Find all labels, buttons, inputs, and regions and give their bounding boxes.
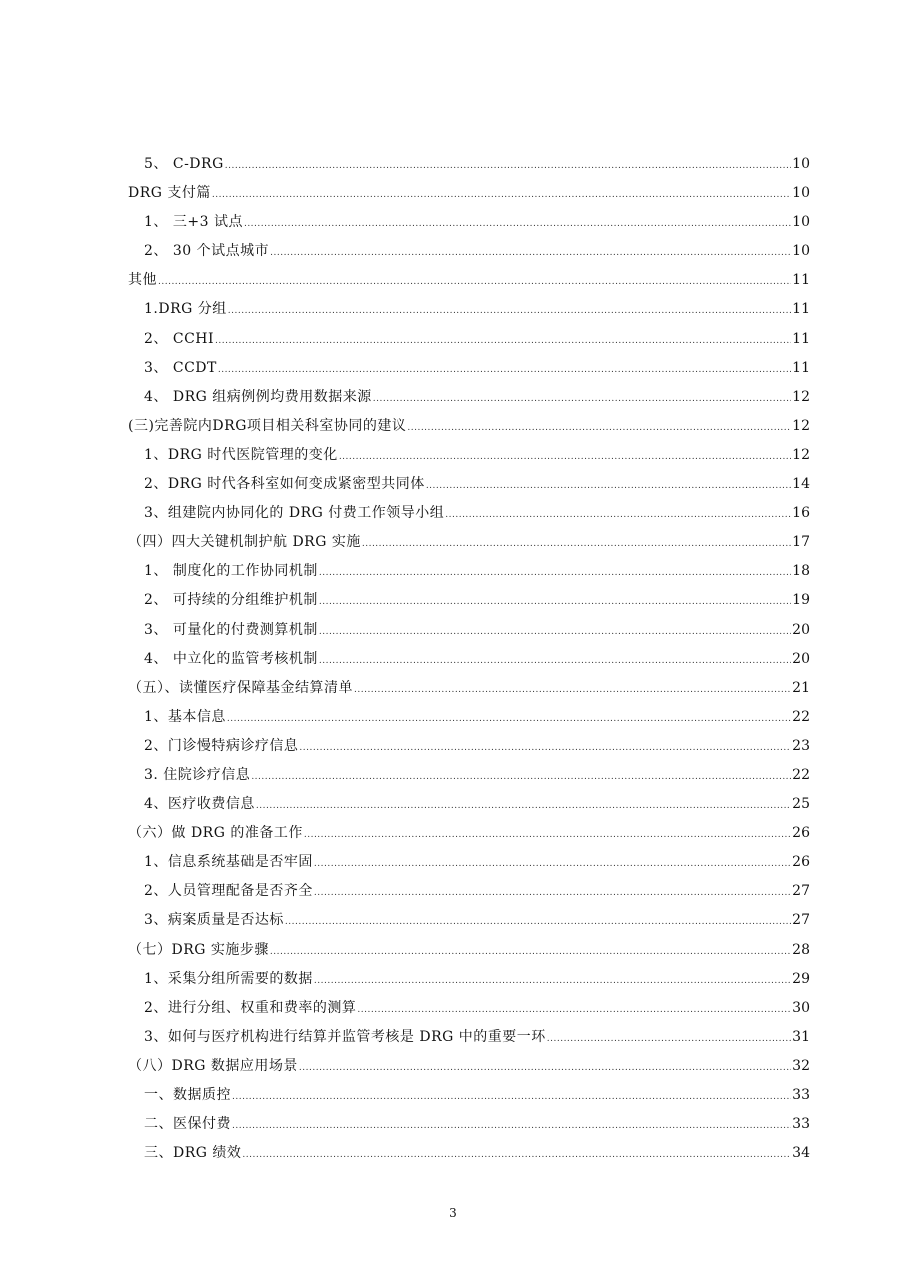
- toc-entry[interactable]: [128, 1081, 810, 1110]
- toc-entry[interactable]: [128, 674, 810, 703]
- toc-entry-label: 4、医疗收费信息: [144, 796, 255, 813]
- toc-entry-label: 1、采集分组所需要的数据: [144, 970, 313, 987]
- toc-entry-label: （六）做 DRG 的准备工作: [128, 825, 303, 842]
- toc-entry[interactable]: [128, 906, 810, 935]
- toc-entry-page: 26: [792, 854, 810, 871]
- toc-entry-label: (三)完善院内DRG项目相关科室协同的建议: [128, 417, 407, 434]
- dot-leader: [314, 967, 791, 996]
- toc-entry-label: 其他: [128, 272, 157, 289]
- toc-entry[interactable]: [128, 208, 810, 237]
- toc-entry[interactable]: [128, 1139, 810, 1168]
- toc-entry-label: 二、医保付费: [144, 1116, 231, 1133]
- toc-entry[interactable]: [128, 557, 810, 586]
- toc-entry[interactable]: [128, 790, 810, 819]
- toc-entry-page: 25: [792, 796, 810, 813]
- toc-entry-page: 17: [792, 534, 810, 551]
- dot-leader: [218, 356, 791, 385]
- toc-entry-label: 3、组建院内协同化的 DRG 付费工作领导小组: [144, 505, 445, 522]
- toc-entry[interactable]: [128, 528, 810, 557]
- toc-entry-label: 2、门诊慢特病诊疗信息: [144, 737, 299, 754]
- toc-entry[interactable]: [128, 645, 810, 674]
- dot-leader: [251, 763, 791, 792]
- dot-leader: [547, 1025, 791, 1054]
- toc-entry[interactable]: [128, 441, 810, 470]
- toc-entry-page: 31: [792, 1028, 810, 1045]
- toc-entry[interactable]: [128, 848, 810, 877]
- toc-entry-page: 32: [792, 1057, 810, 1074]
- toc-entry-page: 10: [792, 185, 810, 202]
- toc-entry[interactable]: [128, 819, 810, 848]
- dot-leader: [158, 268, 791, 297]
- dot-leader: [285, 908, 791, 937]
- toc-entry-page: 12: [792, 388, 810, 405]
- toc-entry-page: 18: [792, 563, 810, 580]
- dot-leader: [232, 1083, 791, 1112]
- toc-entry-page: 11: [792, 359, 810, 376]
- toc-entry-page: 20: [792, 621, 810, 638]
- dot-leader: [228, 297, 791, 326]
- dot-leader: [354, 676, 791, 705]
- toc-entry[interactable]: [128, 266, 810, 295]
- toc-entry-page: 19: [792, 592, 810, 609]
- dot-leader: [319, 588, 791, 617]
- toc-entry[interactable]: [128, 936, 810, 965]
- toc-entry-label: 三、DRG 绩效: [144, 1145, 242, 1162]
- toc-entry-label: 1、信息系统基础是否牢固: [144, 854, 313, 871]
- toc-entry-label: 2、 30 个试点城市: [144, 243, 270, 260]
- toc-entry-label: 3、病案质量是否达标: [144, 912, 284, 929]
- table-of-contents: [128, 150, 810, 1168]
- toc-entry[interactable]: [128, 354, 810, 383]
- toc-entry-page: 22: [792, 708, 810, 725]
- toc-entry-page: 26: [792, 825, 810, 842]
- toc-entry-label: 3、 可量化的付费测算机制: [144, 621, 318, 638]
- toc-entry-label: 1、 三+3 试点: [144, 214, 243, 231]
- dot-leader: [215, 327, 791, 356]
- dot-leader: [270, 938, 791, 967]
- toc-entry[interactable]: [128, 499, 810, 528]
- toc-entry[interactable]: [128, 703, 810, 732]
- toc-entry-label: 1、 制度化的工作协同机制: [144, 563, 318, 580]
- toc-entry-page: 11: [792, 330, 810, 347]
- toc-entry[interactable]: [128, 994, 810, 1023]
- toc-entry[interactable]: [128, 150, 810, 179]
- dot-leader: [407, 414, 791, 443]
- dot-leader: [212, 181, 791, 210]
- toc-entry[interactable]: [128, 412, 810, 441]
- dot-leader: [362, 530, 791, 559]
- dot-leader: [373, 385, 791, 414]
- toc-entry[interactable]: [128, 761, 810, 790]
- dot-leader: [314, 850, 791, 879]
- toc-entry-page: 12: [792, 446, 810, 463]
- toc-entry[interactable]: [128, 586, 810, 615]
- toc-entry-page: 29: [792, 970, 810, 987]
- toc-entry-label: 2、 CCHI: [144, 330, 215, 347]
- toc-entry-label: 1、基本信息: [144, 708, 226, 725]
- toc-entry-label: 1、DRG 时代医院管理的变化: [144, 446, 338, 463]
- toc-entry-page: 23: [792, 737, 810, 754]
- toc-entry-page: 27: [792, 912, 810, 929]
- toc-entry[interactable]: [128, 877, 810, 906]
- toc-entry[interactable]: [128, 179, 810, 208]
- toc-entry-label: DRG 支付篇: [128, 185, 211, 202]
- toc-entry-label: 4、 中立化的监管考核机制: [144, 650, 318, 667]
- toc-entry-label: 2、DRG 时代各科室如何变成紧密型共同体: [144, 476, 425, 493]
- dot-leader: [319, 559, 791, 588]
- toc-entry-label: （七）DRG 实施步骤: [128, 941, 269, 958]
- toc-entry-page: 10: [792, 243, 810, 260]
- dot-leader: [227, 705, 791, 734]
- toc-entry[interactable]: [128, 1052, 810, 1081]
- dot-leader: [270, 239, 791, 268]
- toc-entry-page: 21: [792, 679, 810, 696]
- toc-entry-page: 33: [792, 1116, 810, 1133]
- toc-entry[interactable]: [128, 470, 810, 499]
- toc-entry[interactable]: [128, 965, 810, 994]
- toc-entry-label: 4、 DRG 组病例例均费用数据来源: [144, 388, 372, 405]
- toc-entry-label: 5、 C-DRG: [144, 156, 224, 172]
- toc-entry-page: 14: [792, 476, 810, 493]
- toc-entry[interactable]: [128, 383, 810, 412]
- toc-entry-label: 3. 住院诊疗信息: [144, 766, 251, 783]
- toc-entry-page: 20: [792, 650, 810, 667]
- dot-leader: [304, 821, 791, 850]
- toc-entry[interactable]: [128, 325, 810, 354]
- toc-entry-label: 2、人员管理配备是否齐全: [144, 883, 313, 900]
- toc-entry-page: 12: [792, 417, 810, 434]
- toc-entry-label: 1.DRG 分组: [144, 301, 227, 318]
- toc-entry-page: 34: [792, 1145, 810, 1162]
- dot-leader: [357, 996, 791, 1025]
- dot-leader: [426, 472, 791, 501]
- toc-entry[interactable]: [128, 1023, 810, 1052]
- toc-entry-label: 3、 CCDT: [144, 359, 217, 376]
- toc-entry-label: 2、 可持续的分组维护机制: [144, 592, 318, 609]
- dot-leader: [225, 152, 791, 181]
- dot-leader: [319, 618, 791, 647]
- dot-leader: [232, 1112, 791, 1141]
- toc-entry-label: （八）DRG 数据应用场景: [128, 1057, 298, 1074]
- toc-entry-page: 16: [792, 505, 810, 522]
- dot-leader: [242, 1141, 791, 1170]
- toc-entry[interactable]: [128, 616, 810, 645]
- dot-leader: [256, 792, 791, 821]
- toc-entry-label: 2、进行分组、权重和费率的测算: [144, 999, 357, 1016]
- toc-entry-label: 一、数据质控: [144, 1087, 231, 1103]
- page-number: 3: [449, 1206, 457, 1220]
- toc-entry-page: 10: [792, 214, 810, 231]
- dot-leader: [299, 1054, 791, 1083]
- toc-entry-page: 22: [792, 766, 810, 783]
- dot-leader: [339, 443, 791, 472]
- toc-entry-page: 11: [792, 272, 810, 289]
- toc-entry-page: 10: [792, 156, 810, 172]
- toc-entry-page: 27: [792, 883, 810, 900]
- toc-entry-page: 28: [792, 941, 810, 958]
- dot-leader: [314, 879, 791, 908]
- toc-entry[interactable]: [128, 1110, 810, 1139]
- toc-entry-label: 3、如何与医疗机构进行结算并监管考核是 DRG 中的重要一环: [144, 1028, 546, 1045]
- dot-leader: [244, 210, 791, 239]
- toc-entry-label: （四）四大关键机制护航 DRG 实施: [128, 534, 361, 551]
- toc-entry-page: 33: [792, 1087, 810, 1103]
- toc-entry[interactable]: [128, 237, 810, 266]
- toc-entry-page: 30: [792, 999, 810, 1016]
- toc-entry[interactable]: [128, 295, 810, 324]
- dot-leader: [299, 734, 791, 763]
- toc-entry-page: 11: [792, 301, 810, 318]
- dot-leader: [319, 647, 791, 676]
- dot-leader: [445, 501, 791, 530]
- toc-entry-label: （五）、读懂医疗保障基金结算清单: [128, 679, 353, 696]
- toc-entry[interactable]: [128, 732, 810, 761]
